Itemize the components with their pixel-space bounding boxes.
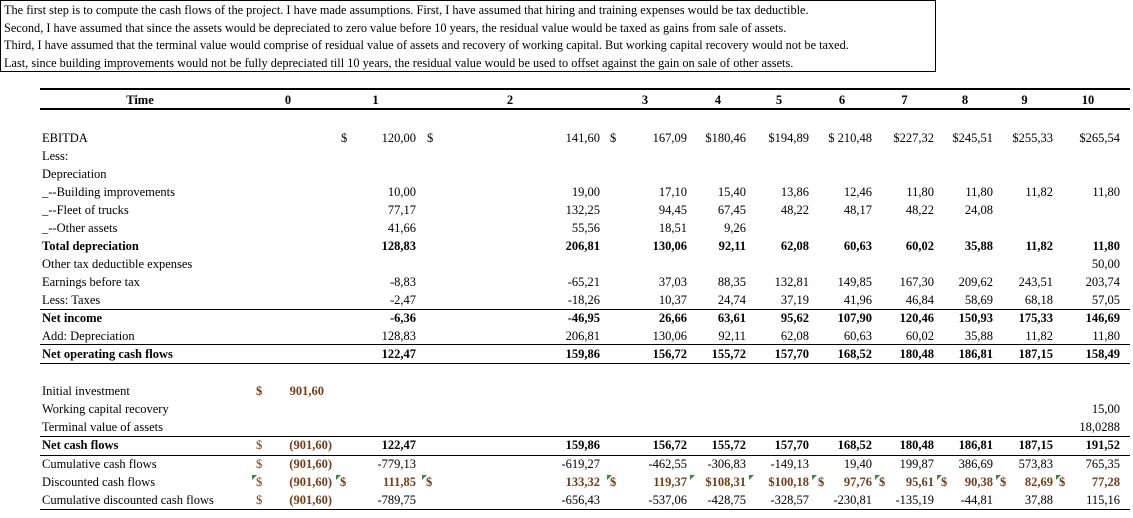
comment-indicator-icon[interactable] bbox=[1056, 475, 1061, 480]
note-line-1: The first step is to compute the cash flows of the project. I have made assumptions. First, I have assumed that hiring and training expenses would be tax deductible. bbox=[4, 3, 809, 17]
cell-ebitda-y5: $194,89 bbox=[768, 131, 809, 145]
cell-ncf-y7: 180,48 bbox=[899, 438, 934, 452]
dollar-sign: $ bbox=[340, 475, 347, 489]
cell-cdcf-y2: -656,43 bbox=[561, 493, 600, 507]
cell-ccf-y7: 199,87 bbox=[899, 457, 934, 471]
cell-bldg-y2: 19,00 bbox=[571, 185, 600, 199]
row-label-wcr: Working capital recovery bbox=[42, 402, 169, 416]
cell-ccf-y4: -306,83 bbox=[707, 457, 746, 471]
cell-ebt-y3: 37,03 bbox=[658, 275, 687, 289]
cell-nocf-y1: 122,47 bbox=[381, 347, 416, 361]
cell-ebitda-y1: 120,00 bbox=[381, 131, 416, 145]
cell-ebt-y9: 243,51 bbox=[1018, 275, 1053, 289]
dollar-sign: $ bbox=[818, 475, 825, 489]
cell-ebitda-y9: $255,33 bbox=[1012, 131, 1053, 145]
row-label-less: Less: bbox=[42, 149, 69, 163]
cell-ebitda-y2: 141,60 bbox=[565, 131, 600, 145]
cell-totdep-y4: 92,11 bbox=[718, 239, 746, 253]
cell-taxes-y2: -18,26 bbox=[567, 293, 600, 307]
cell-dcf-y4: $108,31 bbox=[705, 475, 746, 489]
time-header: Time bbox=[126, 93, 154, 107]
cell-netinc-y4: 63,61 bbox=[717, 311, 746, 325]
cell-other-y1: 41,66 bbox=[387, 221, 416, 235]
cell-dcf-y7: 95,61 bbox=[905, 475, 934, 489]
cell-ebitda-y8: $245,51 bbox=[952, 131, 993, 145]
cell-ncf-y3: 156,72 bbox=[652, 438, 687, 452]
row-border bbox=[40, 309, 1130, 310]
row-border bbox=[40, 509, 1130, 510]
dollar-sign: $ bbox=[256, 438, 263, 452]
cell-ncf-y0: (901,60) bbox=[289, 438, 332, 452]
cell-ncf-y8: 186,81 bbox=[958, 438, 993, 452]
row-label-tv: Terminal value of assets bbox=[42, 420, 163, 434]
cell-netinc-y7: 120,46 bbox=[899, 311, 934, 325]
cell-ccf-y5: -149,13 bbox=[770, 457, 809, 471]
year-header-4: 4 bbox=[714, 93, 722, 107]
year-header-2: 2 bbox=[506, 93, 514, 107]
cell-ebitda-y7: $227,32 bbox=[893, 131, 934, 145]
cell-cdcf-y8: -44,81 bbox=[960, 493, 993, 507]
cell-nocf-y5: 157,70 bbox=[774, 347, 809, 361]
row-label-depr: Depreciation bbox=[42, 167, 107, 181]
cell-ccf-y6: 19,40 bbox=[843, 457, 872, 471]
row-label-nocf: Net operating cash flows bbox=[42, 347, 173, 361]
cell-cdcf-y10: 115,16 bbox=[1086, 493, 1120, 507]
cell-cdcf-y7: -135,19 bbox=[895, 493, 934, 507]
cell-netinc-y8: 150,93 bbox=[958, 311, 993, 325]
cell-cdcf-y4: -428,75 bbox=[707, 493, 746, 507]
cell-fleet-y8: 24,08 bbox=[964, 203, 993, 217]
cell-other-y3: 18,51 bbox=[658, 221, 687, 235]
row-label-cdcf: Cumulative discounted cash flows bbox=[42, 493, 214, 507]
cell-ccf-y2: -619,27 bbox=[561, 457, 600, 471]
cell-ebt-y10: 203,74 bbox=[1085, 275, 1120, 289]
cell-nocf-y3: 156,72 bbox=[652, 347, 687, 361]
row-label-bldg: _--Building improvements bbox=[42, 185, 175, 199]
cell-dcf-y1: 111,85 bbox=[383, 475, 416, 489]
cell-totdep-y10: 11,80 bbox=[1092, 239, 1120, 253]
cell-cdcf-y0: (901,60) bbox=[289, 493, 332, 507]
cell-nocf-y7: 180,48 bbox=[899, 347, 934, 361]
cell-ccf-y10: 765,35 bbox=[1085, 457, 1120, 471]
cell-cdcf-y5: -328,57 bbox=[770, 493, 809, 507]
cell-dcf-y6: 97,76 bbox=[843, 475, 872, 489]
cell-ccf-y8: 386,69 bbox=[958, 457, 993, 471]
cell-nocf-y2: 159,86 bbox=[565, 347, 600, 361]
cell-bldg-y3: 17,10 bbox=[658, 185, 687, 199]
cell-ebitda-y0 bbox=[248, 130, 332, 146]
cell-cdcf-y3: -537,06 bbox=[648, 493, 687, 507]
cell-fleet-y6: 48,17 bbox=[843, 203, 872, 217]
year-header-3: 3 bbox=[641, 93, 649, 107]
cell-fleet-y2: 132,25 bbox=[565, 203, 600, 217]
cell-ncf-y10: 191,52 bbox=[1085, 438, 1120, 452]
cell-totdep-y1: 128,83 bbox=[381, 239, 416, 253]
year-header-0: 0 bbox=[284, 93, 292, 107]
cell-dcf-y5: $100,18 bbox=[768, 475, 809, 489]
cell-taxes-y10: 57,05 bbox=[1091, 293, 1120, 307]
cell-ebt-y5: 132,81 bbox=[774, 275, 809, 289]
cell-netinc-y5: 95,62 bbox=[780, 311, 809, 325]
cell-netinc-y2: -46,95 bbox=[567, 311, 600, 325]
cell-nocf-y10: 158,49 bbox=[1085, 347, 1120, 361]
cell-ebitda-y4: $180,46 bbox=[705, 131, 746, 145]
row-label-otherexp: Other tax deductible expenses bbox=[42, 257, 193, 271]
cell-ebitda-y3: 167,09 bbox=[652, 131, 687, 145]
row-label-dcf: Discounted cash flows bbox=[42, 475, 156, 489]
cell-fleet-y4: 67,45 bbox=[717, 203, 746, 217]
dollar-sign: $ bbox=[610, 475, 617, 489]
cell-netinc-y10: 146,69 bbox=[1085, 311, 1120, 325]
cell-ncf-y5: 157,70 bbox=[774, 438, 809, 452]
cell-taxes-y9: 68,18 bbox=[1024, 293, 1053, 307]
cell-adddep-y8: 35,88 bbox=[964, 329, 993, 343]
cell-dcf-y2: 133,32 bbox=[565, 475, 600, 489]
row-label-initinv: Initial investment bbox=[42, 384, 130, 398]
cell-adddep-y1: 128,83 bbox=[381, 329, 416, 343]
cell-dcf-y0: (901,60) bbox=[289, 475, 332, 489]
row-label-other: _--Other assets bbox=[42, 221, 118, 235]
comment-indicator-icon[interactable] bbox=[422, 475, 427, 480]
row-border bbox=[40, 344, 1130, 345]
row-label-adddep: Add: Depreciation bbox=[42, 329, 135, 343]
cell-ebt-y2: -65,21 bbox=[567, 275, 600, 289]
comment-indicator-icon[interactable] bbox=[690, 475, 695, 480]
cell-bldg-y1: 10,00 bbox=[387, 185, 416, 199]
cell-dcf-y10: 77,28 bbox=[1091, 475, 1120, 489]
cell-totdep-y9: 11,82 bbox=[1025, 239, 1053, 253]
cell-adddep-y5: 62,08 bbox=[780, 329, 809, 343]
cell-ccf-y3: -462,55 bbox=[648, 457, 687, 471]
cell-bldg-y5: 13,86 bbox=[780, 185, 809, 199]
cell-tv-y10: 18,0288 bbox=[1079, 420, 1120, 434]
cell-nocf-y9: 187,15 bbox=[1018, 347, 1053, 361]
cell-bldg-y4: 15,40 bbox=[717, 185, 746, 199]
note-line-2: Second, I have assumed that since the assets would be depreciated to zero value before 10 years, the residual value would be taxed as gains from sale of assets. bbox=[4, 20, 787, 35]
year-header-1: 1 bbox=[372, 93, 379, 107]
cell-taxes-y5: 37,19 bbox=[780, 293, 809, 307]
cell-ccf-y0: (901,60) bbox=[289, 457, 332, 471]
cell-totdep-y2: 206,81 bbox=[565, 239, 600, 253]
comment-indicator-icon[interactable] bbox=[252, 475, 257, 480]
row-label-taxes: Less: Taxes bbox=[42, 293, 101, 307]
row-label-ncf: Net cash flows bbox=[42, 438, 119, 452]
cell-taxes-y8: 58,69 bbox=[964, 293, 993, 307]
row-border bbox=[40, 436, 1130, 437]
cell-taxes-y7: 46,84 bbox=[905, 293, 934, 307]
cell-nocf-y8: 186,81 bbox=[958, 347, 993, 361]
cell-nocf-y6: 168,52 bbox=[837, 347, 872, 361]
cell-cdcf-y1: -789,75 bbox=[377, 493, 416, 507]
comment-indicator-icon[interactable] bbox=[875, 475, 880, 480]
cell-netinc-y1: -6,36 bbox=[389, 311, 416, 325]
note-line-3: Third, I have assumed that the terminal value would comprise of residual value of assets and recovery of working capital. But working capital recovery would not be taxed. bbox=[4, 38, 849, 53]
dollar-sign: $ bbox=[341, 131, 348, 145]
cell-ncf-y4: 155,72 bbox=[711, 438, 746, 452]
cell-adddep-y3: 130,06 bbox=[652, 329, 687, 343]
dollar-sign: $ bbox=[256, 493, 263, 507]
cell-bldg-y10: 11,80 bbox=[1092, 185, 1120, 199]
dollar-sign: $ bbox=[879, 475, 886, 489]
cell-adddep-y4: 92,11 bbox=[718, 329, 746, 343]
cell-totdep-y8: 35,88 bbox=[964, 239, 993, 253]
cell-totdep-y6: 60,63 bbox=[843, 239, 872, 253]
cell-adddep-y10: 11,80 bbox=[1092, 329, 1120, 343]
row-label-ccf: Cumulative cash flows bbox=[42, 457, 157, 471]
cell-ncf-y2: 159,86 bbox=[565, 438, 600, 452]
cell-netinc-y9: 175,33 bbox=[1018, 311, 1053, 325]
cell-other-y4: 9,26 bbox=[724, 221, 746, 235]
cell-adddep-y6: 60,63 bbox=[843, 329, 872, 343]
cell-taxes-y1: -2,47 bbox=[389, 293, 416, 307]
note-line-4: Last, since building improvements would not be fully depreciated till 10 years, the residual value would be used to offset against the gain on sale of other assets. bbox=[4, 56, 794, 71]
dollar-sign: $ bbox=[427, 131, 434, 145]
dollar-sign: $ bbox=[256, 457, 263, 471]
cell-taxes-y6: 41,96 bbox=[843, 293, 872, 307]
cell-wcr-y10: 15,00 bbox=[1091, 402, 1120, 416]
row-label-ebt: Earnings before tax bbox=[42, 275, 140, 289]
cell-adddep-y2: 206,81 bbox=[565, 329, 600, 343]
cell-totdep-y7: 60,02 bbox=[905, 239, 934, 253]
cell-dcf-y9: 82,69 bbox=[1024, 475, 1053, 489]
cell-ccf-y9: 573,83 bbox=[1018, 457, 1053, 471]
cell-ncf-y1: 122,47 bbox=[381, 438, 416, 452]
comment-indicator-icon[interactable] bbox=[607, 475, 612, 480]
cell-dcf-y8: 90,38 bbox=[964, 475, 993, 489]
row-label-totdep: Total depreciation bbox=[42, 239, 139, 253]
cell-adddep-y7: 60,02 bbox=[905, 329, 934, 343]
year-header-10: 10 bbox=[1081, 93, 1095, 107]
row-label-ebitda: EBITDA bbox=[42, 131, 88, 145]
cell-ebt-y1: -8,83 bbox=[389, 275, 416, 289]
cell-ebt-y8: 209,62 bbox=[958, 275, 993, 289]
dollar-sign: $ bbox=[256, 384, 263, 398]
cell-fleet-y7: 48,22 bbox=[905, 203, 934, 217]
year-header-7: 7 bbox=[901, 93, 908, 107]
cell-bldg-y7: 11,80 bbox=[906, 185, 934, 199]
comment-indicator-icon[interactable] bbox=[812, 475, 817, 480]
cell-fleet-y3: 94,45 bbox=[658, 203, 687, 217]
cell-netinc-y6: 107,90 bbox=[837, 311, 872, 325]
cell-cdcf-y9: 37,88 bbox=[1024, 493, 1053, 507]
cell-taxes-y4: 24,74 bbox=[717, 293, 746, 307]
dollar-sign: $ bbox=[1000, 475, 1007, 489]
dollar-sign: $ bbox=[426, 475, 433, 489]
cell-cdcf-y6: -230,81 bbox=[833, 493, 872, 507]
cell-fleet-y5: 48,22 bbox=[780, 203, 809, 217]
row-label-fleet: _--Fleet of trucks bbox=[42, 203, 129, 217]
comment-indicator-icon[interactable] bbox=[937, 475, 942, 480]
cell-ccf-y1: -779,13 bbox=[377, 457, 416, 471]
cell-ebt-y4: 88,35 bbox=[717, 275, 746, 289]
assumptions-note bbox=[0, 0, 936, 72]
cell-otherexp-y10: 50,00 bbox=[1091, 257, 1120, 271]
cell-ebitda-y10: $265,54 bbox=[1079, 131, 1120, 145]
cell-bldg-y8: 11,80 bbox=[965, 185, 993, 199]
year-header-8: 8 bbox=[961, 93, 969, 107]
cell-netinc-y3: 26,66 bbox=[658, 311, 687, 325]
cell-ebitda-y6: $ 210,48 bbox=[828, 131, 872, 145]
cell-bldg-y9: 11,82 bbox=[1025, 185, 1053, 199]
year-header-6: 6 bbox=[838, 93, 846, 107]
cell-adddep-y9: 11,82 bbox=[1025, 329, 1053, 343]
comment-indicator-icon[interactable] bbox=[996, 475, 1001, 480]
row-label-netinc: Net income bbox=[42, 311, 103, 325]
cell-ncf-y9: 187,15 bbox=[1018, 438, 1053, 452]
cell-initinv-y0: 901,60 bbox=[289, 384, 324, 398]
row-border bbox=[40, 88, 1130, 90]
cell-totdep-y5: 62,08 bbox=[780, 239, 809, 253]
cell-taxes-y3: 10,37 bbox=[658, 293, 687, 307]
comment-indicator-icon[interactable] bbox=[336, 475, 341, 480]
cell-ebt-y6: 149,85 bbox=[837, 275, 872, 289]
cell-ebt-y7: 167,30 bbox=[899, 275, 934, 289]
row-border bbox=[40, 363, 1130, 364]
cell-totdep-y3: 130,06 bbox=[652, 239, 687, 253]
year-header-9: 9 bbox=[1021, 93, 1028, 107]
dollar-sign: $ bbox=[1059, 475, 1066, 489]
dollar-sign: $ bbox=[256, 475, 263, 489]
row-border bbox=[40, 455, 1130, 456]
dollar-sign: $ bbox=[610, 131, 617, 145]
cell-fleet-y1: 77,17 bbox=[387, 203, 416, 217]
row-border bbox=[40, 108, 1130, 110]
cell-nocf-y4: 155,72 bbox=[711, 347, 746, 361]
cell-ncf-y6: 168,52 bbox=[837, 438, 872, 452]
cell-bldg-y6: 12,46 bbox=[843, 185, 872, 199]
cell-dcf-y3: 119,37 bbox=[653, 475, 687, 489]
cell-other-y2: 55,56 bbox=[571, 221, 600, 235]
year-header-5: 5 bbox=[775, 93, 783, 107]
dollar-sign: $ bbox=[941, 475, 948, 489]
comment-indicator-icon[interactable] bbox=[749, 475, 754, 480]
